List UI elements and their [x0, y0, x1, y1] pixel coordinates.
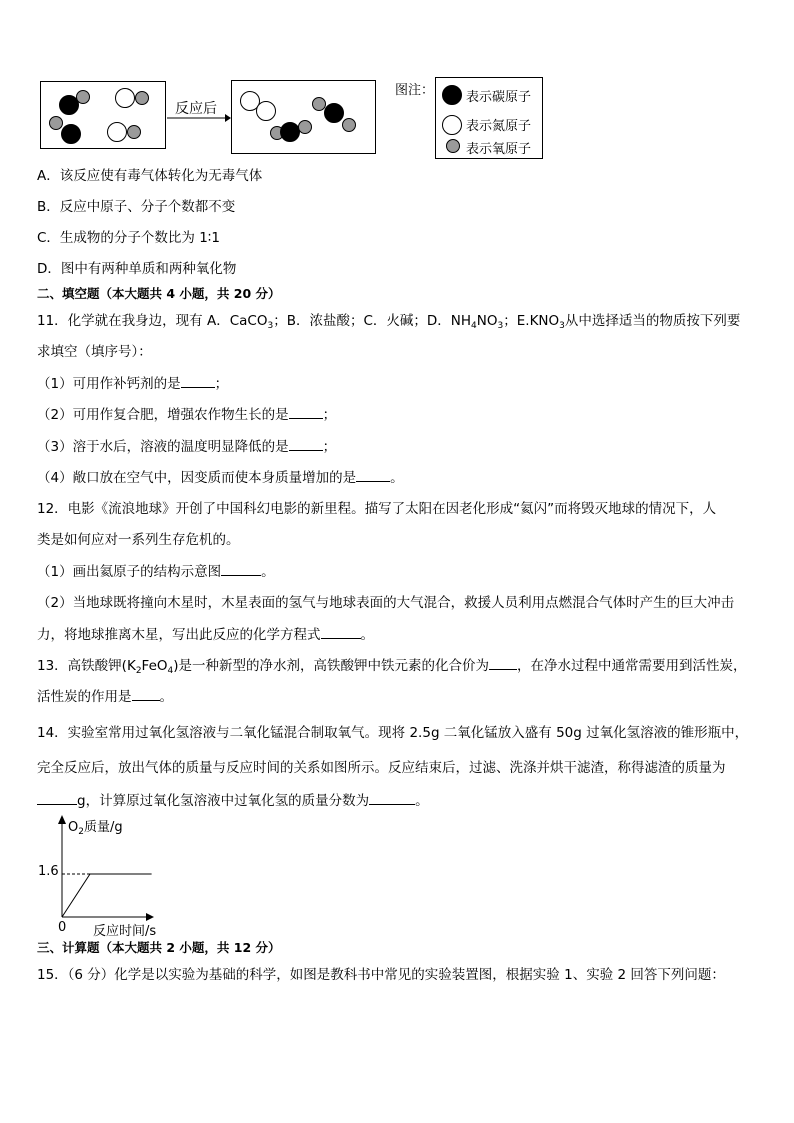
legend-label-nitrogen: 表示氮原子: [466, 119, 532, 134]
chart-series-line: [62, 874, 152, 917]
product-box: [231, 80, 376, 154]
q11-stem: 11．化学就在我身边，现有 A．CaCO$_3$；B．浓盐酸；C．火碱；D．$NH_4NO_3$；$E.KNO_3$从中选择适当的物质按下列要: [37, 313, 741, 331]
q12-line2: 类是如何应对一系列生存危机的。: [37, 532, 240, 548]
carbon-atom: [280, 122, 300, 142]
legend-label-carbon: 表示碳原子: [466, 90, 532, 105]
chart-plot: [36, 812, 186, 934]
q13-line1: 13．高铁酸钾$(K_2FeO_4)$是一种新型的净水剂，高铁酸钾中铁元素的化合价为 ，在净水过程中通常需要用到活性炭，: [37, 658, 747, 676]
oxygen-atom-legend-icon: [446, 139, 460, 153]
q11-part2: （2）可用作复合肥，增强农作物生长的是 ；: [37, 407, 337, 423]
q12-part2-line2: 力，将地球推离木星，写出此反应的化学方程式 。: [37, 627, 374, 643]
answer-blank[interactable]: [37, 791, 77, 805]
chart-y-axis-arrow: [58, 815, 66, 824]
nitrogen-atom-legend-icon: [442, 115, 462, 135]
oxygen-atom: [342, 118, 356, 132]
option-b: B．反应中原子、分子个数都不变: [37, 199, 236, 215]
carbon-atom: [61, 124, 81, 144]
q11-part1: （1）可用作补钙剂的是 ；: [37, 376, 229, 392]
q11-part3: （3）溶于水后，溶液的温度明显降低的是 ；: [37, 439, 337, 455]
q11-part4: （4）敞口放在空气中，因变质而使本身质量增加的是 。: [37, 470, 404, 486]
option-d: D．图中有两种单质和两种氧化物: [37, 261, 237, 277]
answer-blank[interactable]: [221, 562, 261, 576]
q14-line1: 14．实验室常用过氧化氢溶液与二氧化锰混合制取氧气。现将 2.5g 二氧化锰放入盛有 50g 过氧化氢溶液的锥形瓶中，: [37, 725, 749, 741]
oxygen-atom: [135, 91, 149, 105]
oxygen-atom: [298, 120, 312, 134]
oxygen-mass-chart: [36, 812, 186, 939]
arrow-icon: [165, 106, 231, 130]
answer-blank[interactable]: [289, 405, 323, 419]
q14-line3: g，计算原过氧化氢溶液中过氧化氢的质量分数为 。: [37, 791, 429, 810]
legend-title: 图注：: [395, 83, 435, 98]
nitrogen-atom: [256, 101, 276, 121]
answer-blank[interactable]: [289, 437, 323, 451]
carbon-atom-legend-icon: [442, 85, 462, 105]
reactant-box: [40, 81, 166, 149]
answer-blank[interactable]: [181, 374, 215, 388]
legend-box: [435, 77, 543, 159]
option-c: C．生成物的分子个数比为 1∶1: [37, 230, 220, 246]
q14-line2: 完全反应后，放出气体的质量与反应时间的关系如图所示。反应结束后，过滤、洗涤并烘干滤渣，称得滤渣的质量为: [37, 760, 726, 776]
option-a: A．该反应使有毒气体转化为无毒气体: [37, 168, 263, 184]
chart-x-axis-arrow: [146, 913, 154, 921]
carbon-atom: [324, 103, 344, 123]
answer-blank[interactable]: [356, 468, 390, 482]
chart-y-tick-label: 1.6: [38, 864, 59, 879]
oxygen-atom: [127, 125, 141, 139]
legend-label-oxygen: 表示氧原子: [466, 142, 532, 157]
q15-stem: 15．（6 分）化学是以实验为基础的科学，如图是教科书中常见的实验装置图，根据实验 1、实验 2 回答下列问题：: [37, 967, 725, 983]
chart-x-label: 反应时间/s: [93, 924, 157, 939]
q12-part1: （1）画出氦原子的结构示意图 。: [37, 564, 275, 580]
q12-part2-line1: （2）当地球既将撞向木星时，木星表面的氢气与地球表面的大气混合，救援人员利用点燃混合气体时产生的巨大冲击: [37, 595, 735, 611]
nitrogen-atom: [115, 88, 135, 108]
oxygen-atom: [76, 90, 90, 104]
chart-origin-label: 0: [58, 920, 67, 935]
answer-blank[interactable]: [489, 656, 517, 670]
reaction-arrow-label: 反应后: [175, 101, 217, 117]
answer-blank[interactable]: [321, 625, 361, 639]
q11-stem-line2: 求填空（填序号）：: [37, 344, 152, 360]
q13-line2: 活性炭的作用是 。: [37, 689, 173, 705]
q12-line1: 12．电影《流浪地球》开创了中国科幻电影的新里程。描写了太阳在因老化形成“氦闪”而将毁灭地球的情况下，人: [37, 501, 717, 517]
nitrogen-atom: [107, 122, 127, 142]
answer-blank[interactable]: [369, 791, 415, 805]
reaction-arrow: [165, 102, 231, 122]
section-heading-fill-in: 二、填空题（本大题共 4 小题，共 20 分）: [37, 286, 281, 301]
section-heading-calculation: 三、计算题（本大题共 2 小题，共 12 分）: [37, 940, 281, 955]
oxygen-atom: [49, 116, 63, 130]
chart-y-label: $O_2$质量/g: [68, 820, 123, 837]
answer-blank[interactable]: [132, 687, 160, 701]
